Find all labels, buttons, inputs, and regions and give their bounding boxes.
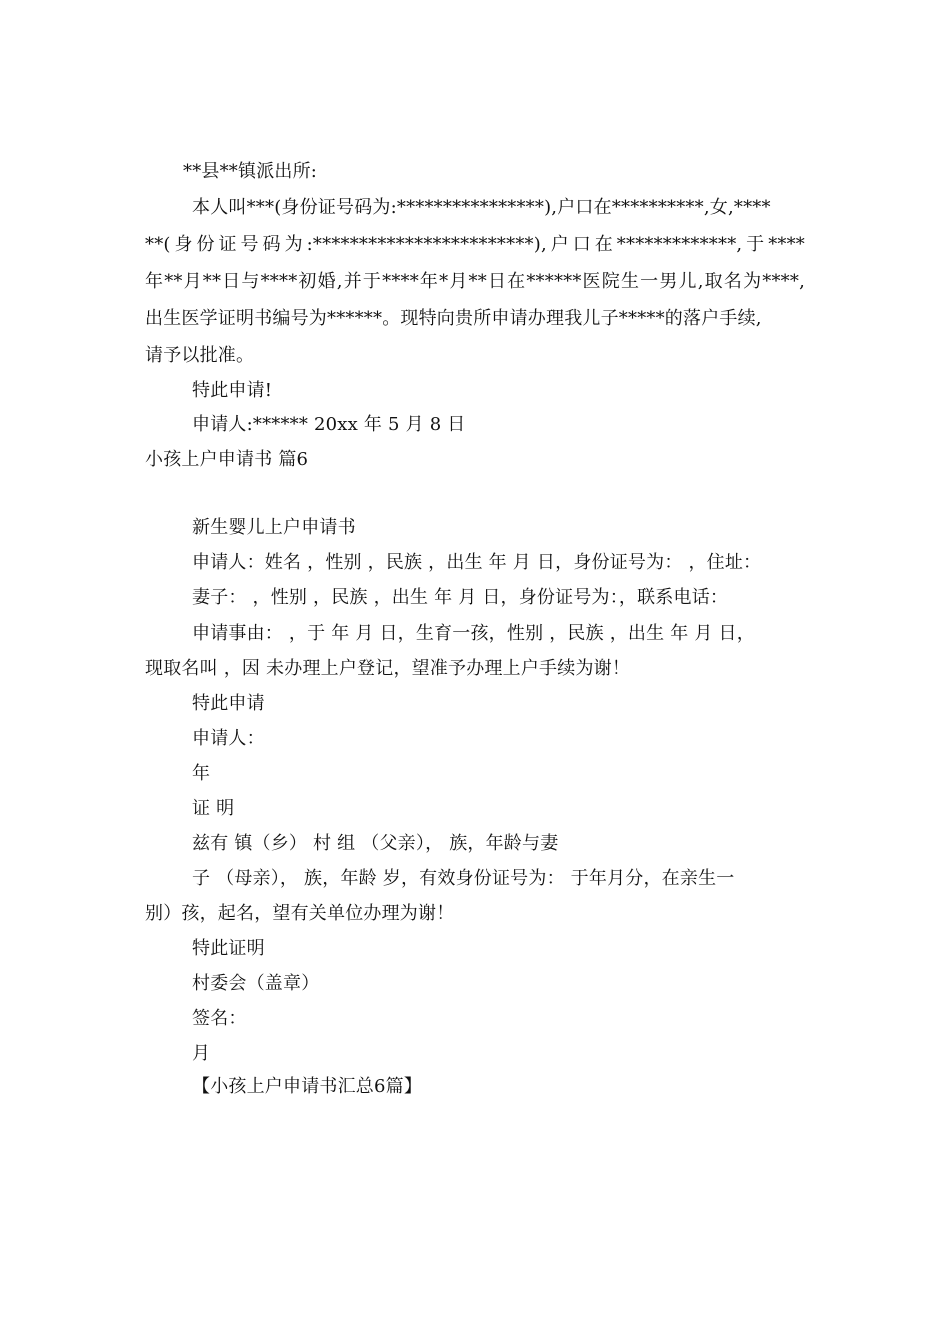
letter1-body-line-3: 年**月**日与****初婚,并于****年*月**日在******医院生一男儿,取名为****, xyxy=(145,271,805,292)
certificate-sign: 签名： xyxy=(192,1008,247,1029)
certificate-title: 证 明 xyxy=(192,798,235,819)
certificate-line-1: 兹有 镇（乡） 村 组 （父亲）， 族，年龄与妻 xyxy=(192,833,559,854)
letter1-body-line-2: **(身份证号码为:************************),户口在*************,于**** xyxy=(145,234,805,255)
letter2-year: 年 xyxy=(192,763,211,784)
letter2-line-4: 现取名叫 ，因 未办理上户登记，望准予办理上户手续为谢！ xyxy=(145,658,631,679)
letter2-line-1: 申请人：姓名 ，性别 ，民族 ，出生 年 月 日，身份证号为： ，住址： xyxy=(192,552,762,573)
certificate-closing: 特此证明 xyxy=(192,938,265,959)
letter1-body-line-1: 本人叫***(身份证号码为:****************),户口在**********,女,**** xyxy=(192,197,771,218)
certificate-line-3: 别）孩，起名，望有关单位办理为谢！ xyxy=(145,903,455,924)
letter2-line-2: 妻子： ，性别 ，民族 ，出生 年 月 日，身份证号为：，联系电话： xyxy=(192,587,729,608)
footer-title: 【小孩上户申请书汇总6篇】 xyxy=(192,1076,423,1097)
letter1-signature: 申请人:****** 20xx 年 5 月 8 日 xyxy=(192,414,466,435)
section-heading: 小孩上户申请书 篇6 xyxy=(145,449,309,470)
letter2-closing: 特此申请 xyxy=(192,693,265,714)
letter1-body-line-5: 请予以批准。 xyxy=(145,345,255,366)
letter1-addressee: **县**镇派出所: xyxy=(183,161,318,182)
certificate-stamp: 村委会（盖章） xyxy=(192,973,320,994)
letter2-title: 新生婴儿上户申请书 xyxy=(192,517,356,538)
letter1-body-line-4: 出生医学证明书编号为******。现特向贵所申请办理我儿子*****的落户手续, xyxy=(145,308,762,329)
certificate-month: 月 xyxy=(192,1043,211,1064)
letter2-line-3: 申请事由： ，于 年 月 日，生育一孩，性别 ，民族 ，出生 年 月 日， xyxy=(192,623,755,644)
letter2-applicant: 申请人： xyxy=(192,728,265,749)
letter1-closing: 特此申请! xyxy=(192,380,273,401)
certificate-line-2: 子 （母亲）， 族，年龄 岁，有效身份证号为： 于年月分，在亲生一 xyxy=(192,868,735,889)
